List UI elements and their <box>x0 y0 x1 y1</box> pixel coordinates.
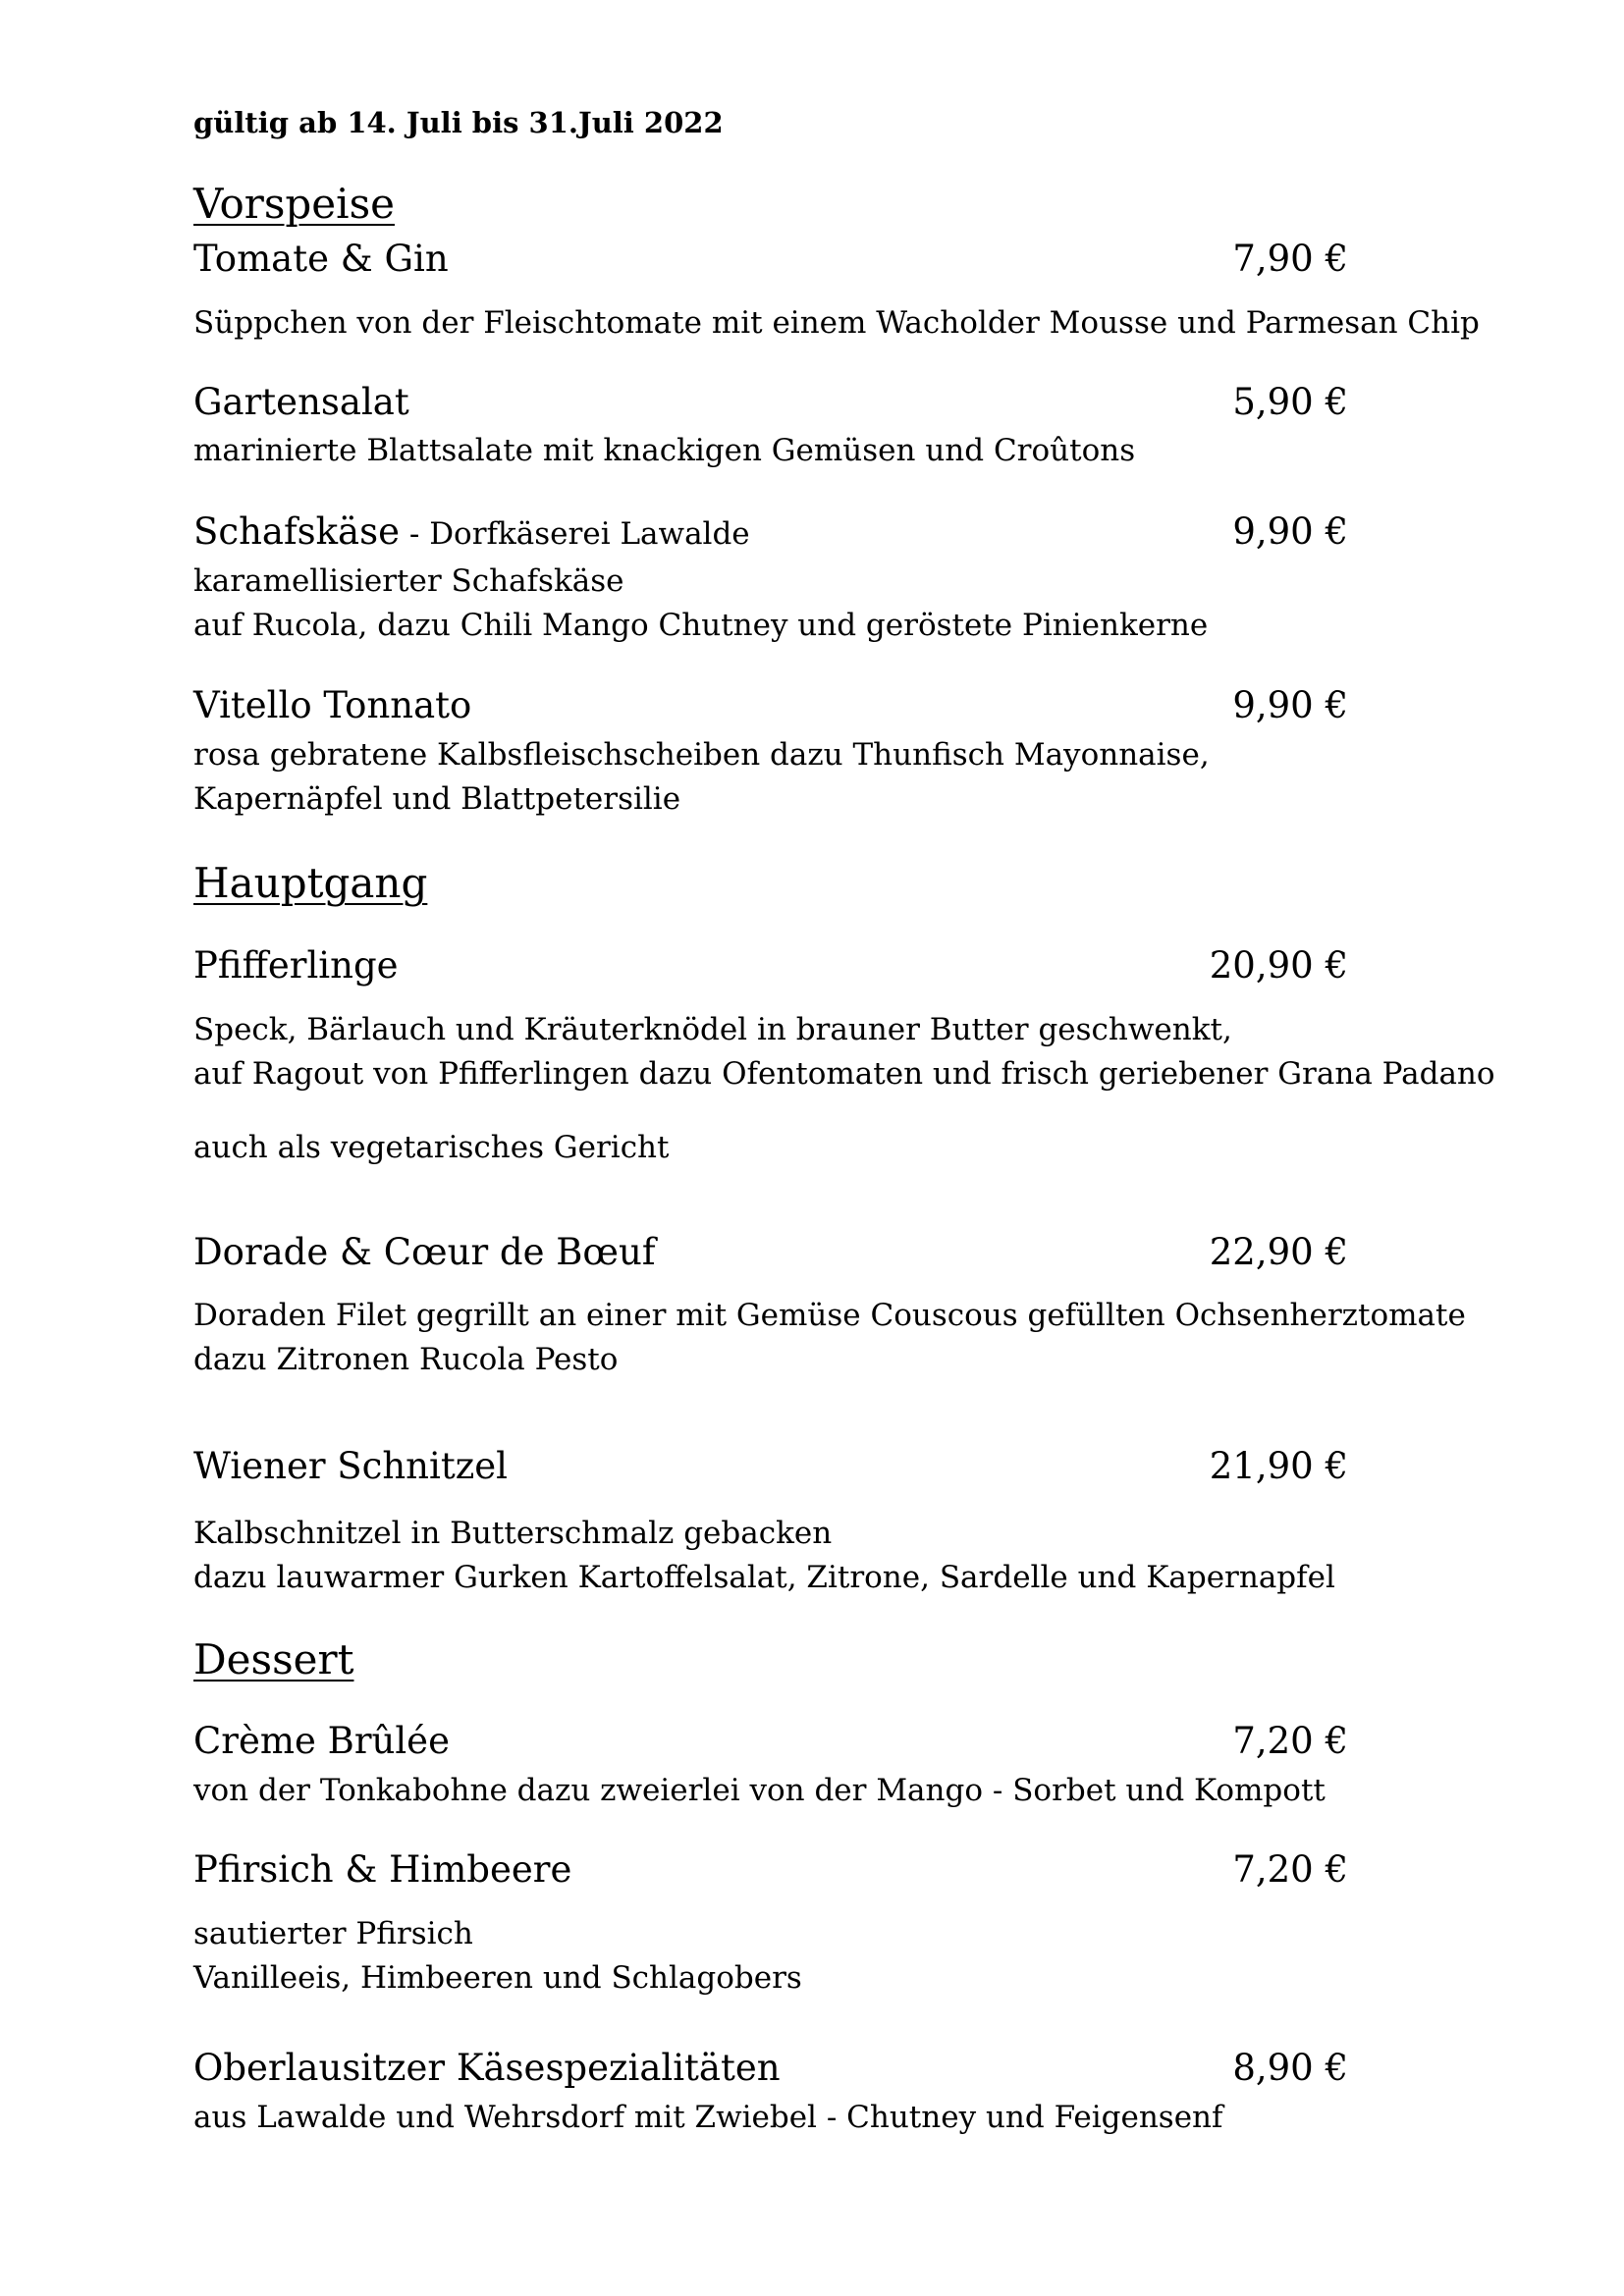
dish-description: dazu Zitronen Rucola Pesto <box>193 1342 619 1377</box>
dish-price: 22,90 € <box>1209 1231 1348 1273</box>
dish-description: rosa gebratene Kalbsfleischscheiben dazu Thunfisch Mayonnaise, <box>193 737 1210 773</box>
dish-name-with-supplier <box>193 510 750 553</box>
section-title-hauptgang: Hauptgang <box>193 859 428 907</box>
dish-price: 9,90 € <box>1232 684 1348 726</box>
dish-name: Schafskäse <box>193 510 401 553</box>
section-title-vorspeise: Vorspeise <box>193 180 395 228</box>
dish-note: auch als vegetarisches Gericht <box>193 1130 670 1165</box>
dish-price: 5,90 € <box>1232 381 1348 423</box>
dish-supplier: - Dorfkäserei Lawalde <box>400 516 750 552</box>
dish-description: auf Ragout von Pfifferlingen dazu Ofentomaten und frisch geriebener Grana Padano <box>193 1056 1495 1092</box>
dish-description: dazu lauwarmer Gurken Kartoffelsalat, Zitrone, Sardelle und Kapernapfel <box>193 1560 1335 1595</box>
dish-description: sautierter Pfirsich <box>193 1916 473 1951</box>
dish-description: Speck, Bärlauch und Kräuterknödel in brauner Butter geschwenkt, <box>193 1012 1232 1047</box>
dish-name: Pfifferlinge <box>193 944 399 987</box>
dish-description: marinierte Blattsalate mit knackigen Gemüsen und Croûtons <box>193 433 1136 468</box>
dish-description: Süppchen von der Fleischtomate mit einem Wacholder Mousse und Parmesan Chip <box>193 305 1480 341</box>
dish-price: 20,90 € <box>1209 944 1348 987</box>
dish-name: Dorade & Cœur de Bœuf <box>193 1231 656 1273</box>
dish-name: Wiener Schnitzel <box>193 1445 508 1487</box>
dish-name: Pfirsich & Himbeere <box>193 1848 572 1891</box>
dish-description: von der Tonkabohne dazu zweierlei von der Mango - Sorbet und Kompott <box>193 1773 1326 1808</box>
dish-price: 21,90 € <box>1209 1445 1348 1487</box>
dish-description: aus Lawalde und Wehrsdorf mit Zwiebel - Chutney und Feigensenf <box>193 2100 1223 2135</box>
dish-price: 9,90 € <box>1232 510 1348 553</box>
dish-name: Crème Brûlée <box>193 1720 450 1762</box>
dish-price: 8,90 € <box>1232 2047 1348 2089</box>
dish-description: Kapernäpfel und Blattpetersilie <box>193 781 681 817</box>
dish-name: Gartensalat <box>193 381 409 423</box>
dish-description: Kalbschnitzel in Butterschmalz gebacken <box>193 1516 833 1551</box>
dish-name: Vitello Tonnato <box>193 684 472 726</box>
dish-price: 7,20 € <box>1232 1720 1348 1762</box>
dish-name: Oberlausitzer Käsespezialitäten <box>193 2047 781 2089</box>
dish-description: Doraden Filet gegrillt an einer mit Gemüse Couscous gefüllten Ochsenherztomate <box>193 1298 1466 1333</box>
dish-description: Vanilleeis, Himbeeren und Schlagobers <box>193 1960 802 1996</box>
dish-description: auf Rucola, dazu Chili Mango Chutney und geröstete Pinienkerne <box>193 608 1209 643</box>
dish-description: karamellisierter Schafskäse <box>193 563 624 599</box>
dish-price: 7,90 € <box>1232 238 1348 280</box>
dish-name: Tomate & Gin <box>193 238 449 280</box>
section-title-dessert: Dessert <box>193 1635 354 1683</box>
dish-price: 7,20 € <box>1232 1848 1348 1891</box>
validity-note: gültig ab 14. Juli bis 31.Juli 2022 <box>193 106 724 139</box>
